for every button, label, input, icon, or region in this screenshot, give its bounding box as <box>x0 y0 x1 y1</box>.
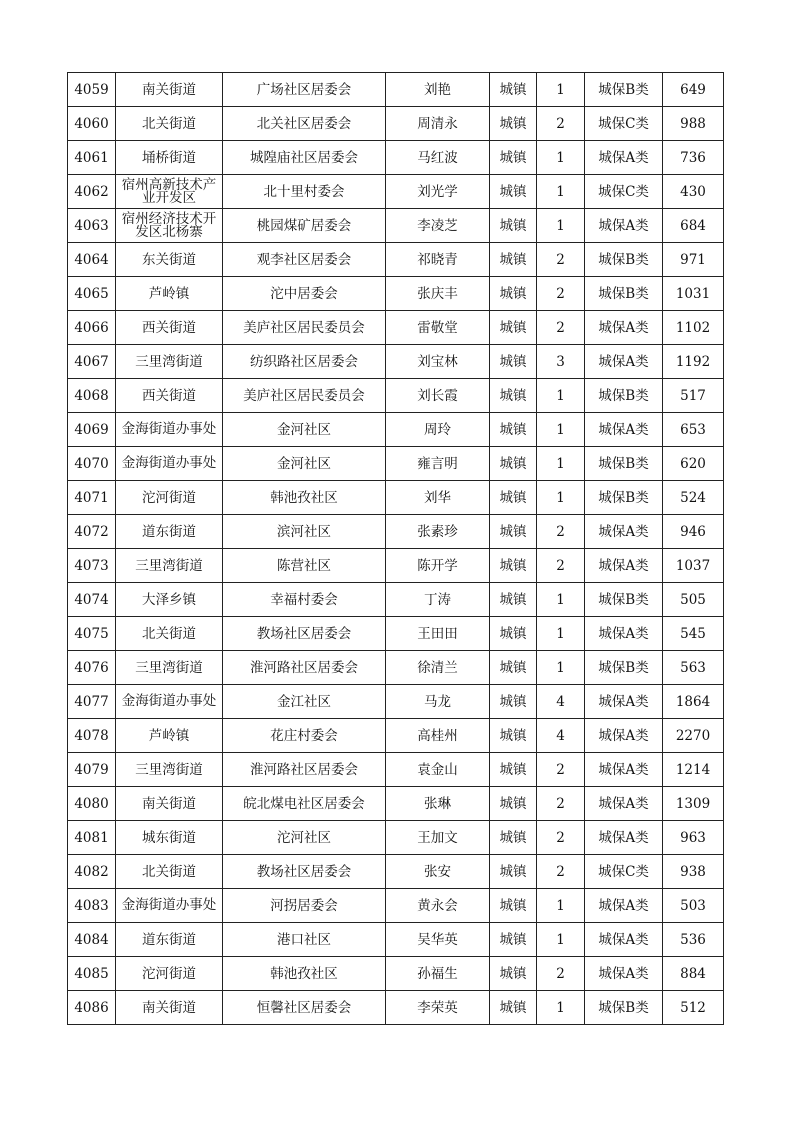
cell-household-count: 2 <box>537 549 585 583</box>
cell-id: 4082 <box>68 855 116 889</box>
cell-amount: 649 <box>663 73 724 107</box>
cell-community: 恒馨社区居委会 <box>223 991 386 1025</box>
cell-insurance-category: 城保A类 <box>585 549 663 583</box>
table-row <box>68 481 724 515</box>
cell-area-type: 城镇 <box>490 617 537 651</box>
cell-name: 李凌芝 <box>386 209 490 243</box>
cell-community: 美庐社区居民委员会 <box>223 311 386 345</box>
table-row <box>68 379 724 413</box>
cell-community: 纺织路社区居委会 <box>223 345 386 379</box>
cell-id: 4075 <box>68 617 116 651</box>
cell-community: 桃园煤矿居委会 <box>223 209 386 243</box>
cell-subdistrict: 三里湾街道 <box>116 549 223 583</box>
cell-id: 4083 <box>68 889 116 923</box>
table-row <box>68 515 724 549</box>
cell-insurance-category: 城保A类 <box>585 923 663 957</box>
cell-insurance-category: 城保A类 <box>585 753 663 787</box>
cell-name: 袁金山 <box>386 753 490 787</box>
cell-area-type: 城镇 <box>490 73 537 107</box>
cell-amount: 545 <box>663 617 724 651</box>
cell-community: 幸福村委会 <box>223 583 386 617</box>
table-row <box>68 821 724 855</box>
cell-subdistrict: 道东街道 <box>116 515 223 549</box>
table-row <box>68 753 724 787</box>
cell-area-type: 城镇 <box>490 855 537 889</box>
cell-household-count: 1 <box>537 991 585 1025</box>
cell-area-type: 城镇 <box>490 549 537 583</box>
cell-area-type: 城镇 <box>490 889 537 923</box>
cell-community: 淮河路社区居委会 <box>223 651 386 685</box>
cell-household-count: 2 <box>537 277 585 311</box>
cell-subdistrict: 南关街道 <box>116 991 223 1025</box>
table-row <box>68 311 724 345</box>
cell-subdistrict: 金海街道办事处 <box>116 889 223 923</box>
cell-household-count: 4 <box>537 719 585 753</box>
records-table <box>67 72 724 1025</box>
cell-subdistrict: 宿州高新技术产业开发区 <box>116 175 223 209</box>
cell-id: 4067 <box>68 345 116 379</box>
cell-subdistrict: 西关街道 <box>116 379 223 413</box>
cell-name: 祁晓青 <box>386 243 490 277</box>
cell-community: 金河社区 <box>223 413 386 447</box>
cell-insurance-category: 城保B类 <box>585 481 663 515</box>
cell-name: 雍言明 <box>386 447 490 481</box>
cell-id: 4068 <box>68 379 116 413</box>
cell-community: 教场社区居委会 <box>223 855 386 889</box>
cell-community: 广场社区居委会 <box>223 73 386 107</box>
cell-id: 4062 <box>68 175 116 209</box>
table-row <box>68 447 724 481</box>
cell-name: 张安 <box>386 855 490 889</box>
cell-insurance-category: 城保A类 <box>585 821 663 855</box>
cell-amount: 971 <box>663 243 724 277</box>
cell-amount: 684 <box>663 209 724 243</box>
table-row <box>68 957 724 991</box>
table-row <box>68 617 724 651</box>
cell-amount: 430 <box>663 175 724 209</box>
cell-household-count: 1 <box>537 617 585 651</box>
cell-insurance-category: 城保A类 <box>585 685 663 719</box>
table-row <box>68 685 724 719</box>
cell-community: 城隍庙社区居委会 <box>223 141 386 175</box>
cell-amount: 563 <box>663 651 724 685</box>
cell-area-type: 城镇 <box>490 311 537 345</box>
cell-community: 韩池孜社区 <box>223 481 386 515</box>
cell-area-type: 城镇 <box>490 107 537 141</box>
cell-insurance-category: 城保B类 <box>585 447 663 481</box>
cell-amount: 505 <box>663 583 724 617</box>
cell-community: 沱河社区 <box>223 821 386 855</box>
cell-id: 4070 <box>68 447 116 481</box>
cell-subdistrict: 三里湾街道 <box>116 753 223 787</box>
cell-area-type: 城镇 <box>490 209 537 243</box>
cell-community: 花庄村委会 <box>223 719 386 753</box>
cell-household-count: 3 <box>537 345 585 379</box>
cell-amount: 736 <box>663 141 724 175</box>
cell-insurance-category: 城保B类 <box>585 379 663 413</box>
cell-name: 刘光学 <box>386 175 490 209</box>
cell-id: 4084 <box>68 923 116 957</box>
table-row <box>68 243 724 277</box>
cell-name: 陈开学 <box>386 549 490 583</box>
cell-household-count: 1 <box>537 583 585 617</box>
cell-subdistrict: 北关街道 <box>116 617 223 651</box>
cell-insurance-category: 城保A类 <box>585 617 663 651</box>
cell-amount: 938 <box>663 855 724 889</box>
cell-amount: 653 <box>663 413 724 447</box>
cell-id: 4080 <box>68 787 116 821</box>
table-row <box>68 855 724 889</box>
cell-household-count: 2 <box>537 753 585 787</box>
table-row <box>68 719 724 753</box>
cell-id: 4064 <box>68 243 116 277</box>
table-row <box>68 889 724 923</box>
cell-insurance-category: 城保B类 <box>585 243 663 277</box>
cell-amount: 1031 <box>663 277 724 311</box>
cell-amount: 512 <box>663 991 724 1025</box>
cell-amount: 1309 <box>663 787 724 821</box>
cell-community: 教场社区居委会 <box>223 617 386 651</box>
cell-id: 4076 <box>68 651 116 685</box>
cell-subdistrict: 三里湾街道 <box>116 345 223 379</box>
cell-id: 4071 <box>68 481 116 515</box>
cell-name: 孙福生 <box>386 957 490 991</box>
cell-subdistrict: 大泽乡镇 <box>116 583 223 617</box>
cell-subdistrict: 芦岭镇 <box>116 277 223 311</box>
cell-amount: 517 <box>663 379 724 413</box>
cell-area-type: 城镇 <box>490 481 537 515</box>
cell-household-count: 2 <box>537 957 585 991</box>
cell-area-type: 城镇 <box>490 243 537 277</box>
cell-name: 李荣英 <box>386 991 490 1025</box>
cell-insurance-category: 城保A类 <box>585 413 663 447</box>
cell-name: 雷敬堂 <box>386 311 490 345</box>
cell-area-type: 城镇 <box>490 991 537 1025</box>
cell-amount: 1214 <box>663 753 724 787</box>
table-row <box>68 413 724 447</box>
cell-household-count: 1 <box>537 447 585 481</box>
cell-household-count: 2 <box>537 787 585 821</box>
cell-household-count: 2 <box>537 855 585 889</box>
cell-household-count: 1 <box>537 141 585 175</box>
cell-insurance-category: 城保A类 <box>585 311 663 345</box>
cell-community: 金河社区 <box>223 447 386 481</box>
table-row <box>68 209 724 243</box>
cell-area-type: 城镇 <box>490 583 537 617</box>
cell-subdistrict: 北关街道 <box>116 107 223 141</box>
table-row <box>68 991 724 1025</box>
cell-insurance-category: 城保A类 <box>585 515 663 549</box>
cell-id: 4065 <box>68 277 116 311</box>
cell-name: 高桂州 <box>386 719 490 753</box>
cell-name: 吴华英 <box>386 923 490 957</box>
cell-subdistrict: 金海街道办事处 <box>116 685 223 719</box>
cell-id: 4069 <box>68 413 116 447</box>
cell-community: 韩池孜社区 <box>223 957 386 991</box>
cell-household-count: 2 <box>537 243 585 277</box>
cell-id: 4074 <box>68 583 116 617</box>
cell-insurance-category: 城保C类 <box>585 175 663 209</box>
cell-insurance-category: 城保A类 <box>585 141 663 175</box>
cell-insurance-category: 城保B类 <box>585 991 663 1025</box>
cell-household-count: 1 <box>537 413 585 447</box>
cell-community: 北关社区居委会 <box>223 107 386 141</box>
table-row <box>68 277 724 311</box>
cell-household-count: 2 <box>537 821 585 855</box>
cell-insurance-category: 城保C类 <box>585 855 663 889</box>
cell-community: 北十里村委会 <box>223 175 386 209</box>
cell-area-type: 城镇 <box>490 175 537 209</box>
table-row <box>68 549 724 583</box>
cell-household-count: 1 <box>537 889 585 923</box>
cell-area-type: 城镇 <box>490 685 537 719</box>
cell-community: 滨河社区 <box>223 515 386 549</box>
cell-subdistrict: 宿州经济技术开发区北杨寨 <box>116 209 223 243</box>
cell-insurance-category: 城保A类 <box>585 957 663 991</box>
cell-household-count: 2 <box>537 515 585 549</box>
table-row <box>68 107 724 141</box>
cell-id: 4061 <box>68 141 116 175</box>
cell-id: 4078 <box>68 719 116 753</box>
cell-amount: 946 <box>663 515 724 549</box>
cell-household-count: 1 <box>537 923 585 957</box>
table-row <box>68 73 724 107</box>
cell-area-type: 城镇 <box>490 413 537 447</box>
cell-name: 刘长霞 <box>386 379 490 413</box>
cell-area-type: 城镇 <box>490 651 537 685</box>
cell-insurance-category: 城保A类 <box>585 345 663 379</box>
cell-id: 4077 <box>68 685 116 719</box>
cell-insurance-category: 城保A类 <box>585 787 663 821</box>
cell-area-type: 城镇 <box>490 345 537 379</box>
cell-amount: 524 <box>663 481 724 515</box>
cell-community: 港口社区 <box>223 923 386 957</box>
cell-subdistrict: 城东街道 <box>116 821 223 855</box>
cell-id: 4063 <box>68 209 116 243</box>
cell-community: 陈营社区 <box>223 549 386 583</box>
cell-amount: 1102 <box>663 311 724 345</box>
cell-household-count: 1 <box>537 73 585 107</box>
cell-amount: 503 <box>663 889 724 923</box>
cell-subdistrict: 东关街道 <box>116 243 223 277</box>
cell-community: 观李社区居委会 <box>223 243 386 277</box>
cell-area-type: 城镇 <box>490 787 537 821</box>
cell-subdistrict: 三里湾街道 <box>116 651 223 685</box>
cell-id: 4073 <box>68 549 116 583</box>
cell-name: 周玲 <box>386 413 490 447</box>
cell-id: 4060 <box>68 107 116 141</box>
cell-subdistrict: 沱河街道 <box>116 481 223 515</box>
cell-name: 刘艳 <box>386 73 490 107</box>
cell-subdistrict: 金海街道办事处 <box>116 447 223 481</box>
cell-subdistrict: 西关街道 <box>116 311 223 345</box>
cell-name: 周清永 <box>386 107 490 141</box>
cell-area-type: 城镇 <box>490 719 537 753</box>
cell-name: 徐清兰 <box>386 651 490 685</box>
cell-subdistrict: 南关街道 <box>116 73 223 107</box>
cell-amount: 2270 <box>663 719 724 753</box>
cell-community: 沱中居委会 <box>223 277 386 311</box>
cell-insurance-category: 城保B类 <box>585 583 663 617</box>
cell-id: 4059 <box>68 73 116 107</box>
cell-household-count: 1 <box>537 209 585 243</box>
cell-area-type: 城镇 <box>490 753 537 787</box>
cell-area-type: 城镇 <box>490 923 537 957</box>
cell-id: 4079 <box>68 753 116 787</box>
cell-id: 4086 <box>68 991 116 1025</box>
cell-name: 张庆丰 <box>386 277 490 311</box>
table-row <box>68 141 724 175</box>
cell-insurance-category: 城保A类 <box>585 209 663 243</box>
cell-name: 马红波 <box>386 141 490 175</box>
cell-amount: 988 <box>663 107 724 141</box>
cell-community: 皖北煤电社区居委会 <box>223 787 386 821</box>
cell-community: 美庐社区居民委员会 <box>223 379 386 413</box>
cell-insurance-category: 城保A类 <box>585 719 663 753</box>
cell-household-count: 1 <box>537 651 585 685</box>
cell-household-count: 2 <box>537 311 585 345</box>
cell-area-type: 城镇 <box>490 821 537 855</box>
cell-id: 4072 <box>68 515 116 549</box>
table-row <box>68 651 724 685</box>
cell-subdistrict: 沱河街道 <box>116 957 223 991</box>
cell-area-type: 城镇 <box>490 447 537 481</box>
cell-amount: 620 <box>663 447 724 481</box>
cell-insurance-category: 城保A类 <box>585 889 663 923</box>
cell-area-type: 城镇 <box>490 957 537 991</box>
cell-amount: 536 <box>663 923 724 957</box>
cell-id: 4085 <box>68 957 116 991</box>
cell-subdistrict: 南关街道 <box>116 787 223 821</box>
cell-subdistrict: 道东街道 <box>116 923 223 957</box>
cell-id: 4066 <box>68 311 116 345</box>
cell-amount: 1037 <box>663 549 724 583</box>
cell-area-type: 城镇 <box>490 277 537 311</box>
cell-amount: 963 <box>663 821 724 855</box>
cell-area-type: 城镇 <box>490 141 537 175</box>
cell-name: 刘华 <box>386 481 490 515</box>
cell-community: 金江社区 <box>223 685 386 719</box>
table-row <box>68 175 724 209</box>
table-row <box>68 923 724 957</box>
cell-name: 张素珍 <box>386 515 490 549</box>
table-body <box>68 73 724 1025</box>
cell-amount: 884 <box>663 957 724 991</box>
cell-amount: 1864 <box>663 685 724 719</box>
cell-insurance-category: 城保C类 <box>585 107 663 141</box>
cell-subdistrict: 芦岭镇 <box>116 719 223 753</box>
cell-name: 刘宝林 <box>386 345 490 379</box>
cell-area-type: 城镇 <box>490 379 537 413</box>
cell-household-count: 1 <box>537 175 585 209</box>
table-row <box>68 583 724 617</box>
cell-household-count: 2 <box>537 107 585 141</box>
cell-amount: 1192 <box>663 345 724 379</box>
cell-household-count: 1 <box>537 379 585 413</box>
cell-insurance-category: 城保B类 <box>585 651 663 685</box>
cell-name: 马龙 <box>386 685 490 719</box>
cell-name: 王田田 <box>386 617 490 651</box>
cell-name: 黄永会 <box>386 889 490 923</box>
cell-community: 河拐居委会 <box>223 889 386 923</box>
cell-id: 4081 <box>68 821 116 855</box>
cell-name: 张琳 <box>386 787 490 821</box>
cell-area-type: 城镇 <box>490 515 537 549</box>
cell-subdistrict: 埇桥街道 <box>116 141 223 175</box>
table-row <box>68 345 724 379</box>
table-row <box>68 787 724 821</box>
cell-community: 淮河路社区居委会 <box>223 753 386 787</box>
cell-household-count: 4 <box>537 685 585 719</box>
cell-name: 王加文 <box>386 821 490 855</box>
cell-insurance-category: 城保B类 <box>585 277 663 311</box>
cell-household-count: 1 <box>537 481 585 515</box>
cell-subdistrict: 北关街道 <box>116 855 223 889</box>
cell-insurance-category: 城保B类 <box>585 73 663 107</box>
cell-subdistrict: 金海街道办事处 <box>116 413 223 447</box>
cell-name: 丁涛 <box>386 583 490 617</box>
